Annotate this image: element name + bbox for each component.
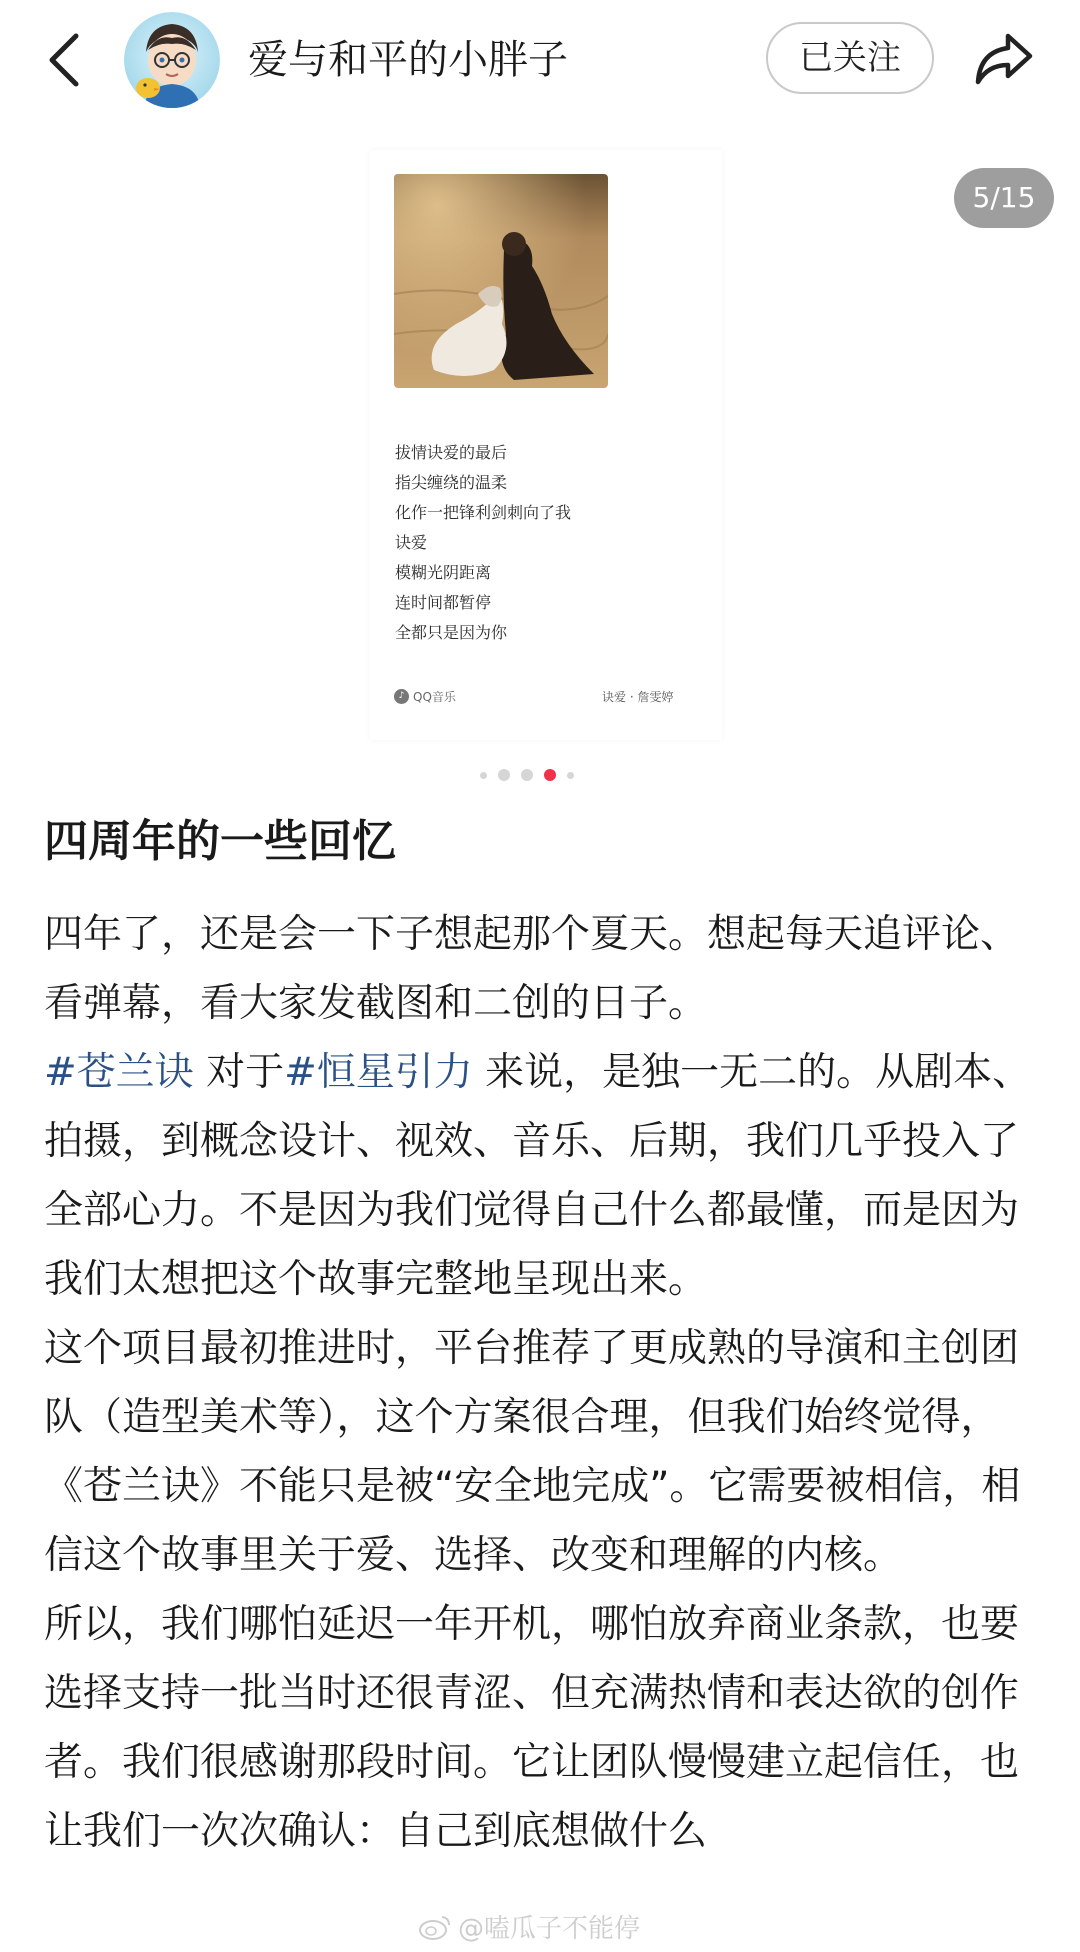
chevron-left-icon — [38, 28, 94, 92]
post-paragraph: 这个项目最初推进时，平台推荐了更成熟的导演和主创团队（造型美术等），这个方案很合理，但我们始终觉得，《苍兰诀》不能只是被“安全地完成”。它需要被相信，相信这个故事里关于爱、选择、改变和理解的内核。 — [44, 1326, 1021, 1578]
carousel-indicator — [480, 768, 574, 782]
carousel-dot — [567, 772, 574, 779]
top-bar — [0, 0, 1080, 120]
lyric-line: 化作一把锋利剑刺向了我 — [395, 503, 572, 522]
song-info: 诀爱 · 詹雯婷 — [602, 690, 674, 704]
page-counter: 5/15 — [954, 168, 1054, 228]
carousel-dot — [480, 772, 487, 779]
weibo-watermark — [418, 1908, 640, 1945]
lyric-line: 诀爱 — [395, 533, 428, 552]
back-button[interactable] — [38, 28, 94, 92]
post-text: 对于 — [193, 1050, 285, 1095]
lyric-line: 连时间都暂停 — [395, 593, 492, 612]
post-text: 来说，是独一无二的。从剧本、拍摄，到概念设计、视效、音乐、后期，我们几乎投入了全部心力。不是因为我们觉得自己什么都最懂，而是因为我们太想把这个故事完整地呈现出来。 — [44, 1050, 1032, 1302]
post-paragraph — [44, 1038, 1036, 1314]
qq-music-label: QQ音乐 — [413, 690, 456, 704]
post-paragraph: 所以，我们哪怕延迟一年开机，哪怕放弃商业条款，也要选择支持一批当时还很青涩、但充满热情和表达欲的创作者。我们很感谢那段时间。它让团队慢慢建立起信任，也让我们一次次确认：自己到底想做什么 — [44, 1602, 1020, 1854]
carousel-dot-active — [544, 769, 556, 781]
share-button[interactable] — [972, 26, 1036, 90]
carousel-dot — [521, 769, 533, 781]
lyric-line: 拔情诀爱的最后 — [395, 443, 508, 462]
lyrics-list — [395, 438, 571, 648]
watermark-text: @嗑瓜子不能停 — [458, 1914, 641, 1944]
hashtag-link[interactable]: #苍兰诀 — [44, 1050, 194, 1095]
lyric-line: 全都只是因为你 — [395, 623, 508, 642]
follow-button[interactable]: 已关注 — [766, 22, 934, 94]
share-arrow-icon — [972, 26, 1036, 90]
hashtag-link[interactable]: #恒星引力 — [284, 1050, 473, 1095]
post-title: 四周年的一些回忆 — [44, 816, 396, 867]
post-body — [44, 900, 1036, 1866]
weibo-logo-icon — [418, 1913, 452, 1941]
qq-music-logo — [394, 688, 456, 705]
carousel-dot — [498, 769, 510, 781]
post-paragraph: 四年了，还是会一下子想起那个夏天。想起每天追评论、看弹幕，看大家发截图和二创的日子。 — [44, 912, 1020, 1026]
lyric-line: 指尖缠绕的温柔 — [395, 473, 508, 492]
image-carousel[interactable] — [0, 120, 1080, 800]
username[interactable]: 爱与和平的小胖子 — [248, 37, 568, 83]
lyric-line: 模糊光阴距离 — [395, 563, 492, 582]
avatar[interactable] — [124, 12, 220, 108]
album-cover — [394, 174, 608, 388]
qq-music-icon: ♪ — [394, 689, 409, 704]
lyric-card-image[interactable] — [370, 150, 722, 740]
